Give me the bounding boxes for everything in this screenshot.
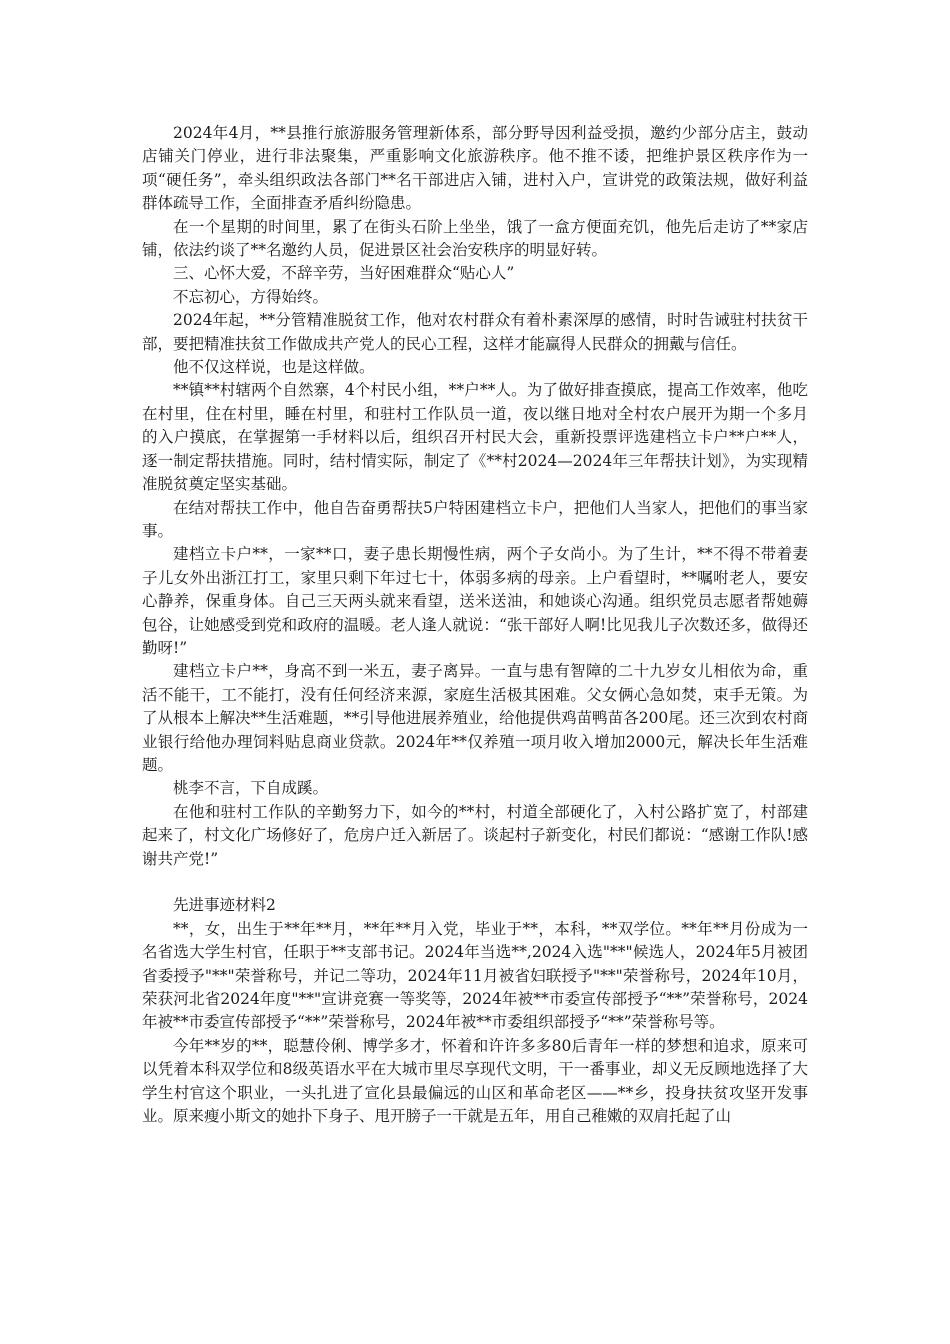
paragraph-profile: **，女，出生于**年**月，**年**月入党，毕业于**，本科，**双学位。**年**月份成为一名省选大学生村官，任职于**支部书记。2024年当选**,2024入选"**"候选人，2024年5月被团省委授予"**"荣誉称号，并记二等功，2024年11月被省妇联授予"**"荣誉称号，2024年10月，荣获河北省2024年度"**"宣讲竞赛一等奖等，2024年被**市委宣传部授予“**”荣誉称号，2024年被**市委宣传部授予“**”荣誉称号，2024年被**市委组织部授予“**”荣誉称号等。 — [142, 919, 808, 1032]
paragraph-tourism-order: 2024年4月，**县推行旅游服务管理新体系，部分野导因利益受损，邀约少部分店主，鼓动店铺关门停业，进行非法聚集，严重影响文化旅游秩序。他不推不诿，把维护景区秩序作为一项“硬任务”，牵头组织政法各部门**名干部进店入铺，进村入户，宣讲党的政策法规，做好利益群体疏导工作，全面排查矛盾纠纷隐患。 — [142, 124, 808, 213]
section-title: 先进事迹材料2 — [173, 896, 276, 915]
section-heading-three: 三、心怀大爱，不辞辛劳，当好困难群众“贴心人” — [173, 264, 515, 283]
paragraph-village-official: 今年**岁的**，聪慧伶俐、博学多才，怀着和许许多多80后青年一样的梦想和追求，原来可以凭着本科双学位和8级英语水平在大城市里尽享现代文明，干一番事业，却义无反顾地选择了大学生村官这个职业，一头扎进了宣化县最偏远的山区和革命老区——**乡，投身扶贫攻坚开发事业。原来瘦小斯文的她扑下身子、甩开膀子一干就是五年，用自己稚嫩的双肩托起了山 — [142, 1036, 808, 1126]
paragraph-household-two: 建档立卡户**，身高不到一米五，妻子离异。一直与患有智障的二十九岁女儿相依为命，重活不能干，工不能打，没有任何经济来源，家庭生活极其困难。父女俩心急如焚，束手无策。为了从根本上解决**生活难题，**引导他进展养殖业，给他提供鸡苗鸭苗各200尾。还三次到农村商业银行给他办理饲料贴息商业贷款。2024年**仅养殖一项月收入增加2000元，解决长年生活难题。 — [142, 662, 808, 774]
paragraph-village-survey: **镇**村辖两个自然寨，4个村民小组，**户**人。为了做好排查摸底，提高工作效率，他吃在村里，住在村里，睡在村里，和驻村工作队员一道，夜以继日地对全村农户展开为期一个多月的入户摸底，在掌握第一手材料以后，组织召开村民大会，重新投票评选建档立卡户**户**人，逐一制定帮扶措施。同时，结村情实际，制定了《**村2024—2024年三年帮扶计划》，为实现精准脱贫奠定坚实基础。 — [142, 381, 808, 494]
document-page — [142, 122, 808, 1128]
paragraph-original-aspiration: 不忘初心，方得始终。 — [173, 287, 329, 306]
blank-line — [142, 871, 808, 894]
paragraph-says-and-does: 他不仅这样说，也是这样做。 — [173, 358, 375, 377]
paragraph-shop-visits: 在一个星期的时间里，累了在街头石阶上坐坐，饿了一盒方便面充饥，他先后走访了**家店铺，依法约谈了**名邀约人员，促进景区社会治安秩序的明显好转。 — [142, 217, 808, 260]
paragraph-village-change: 在他和驻村工作队的辛勤努力下，如今的**村，村道全部硬化了，入村公路扩宽了，村部建起来了，村文化广场修好了，危房户迁入新居了。谈起村子新变化，村民们都说：“感谢工作队!感谢共产党!” — [142, 802, 808, 868]
paragraph-household-one: 建档立卡户**，一家**口，妻子患长期慢性病，两个子女尚小。为了生计，**不得不带着妻子儿女外出浙江打工，家里只剩下年过七十，体弱多病的母亲。上户看望时，**嘱咐老人，要安心静养，保重身体。自己三天两头就来看望，送米送油，和她谈心沟通。组织党员志愿者帮她薅包谷，让她感受到党和政府的温暖。老人逢人就说：“张干部好人啊!比见我儿子次数还多，做得还勤呀!” — [142, 545, 808, 657]
paragraph-poverty-work: 2024年起，**分管精准脱贫工作，他对农村群众有着朴素深厚的感情，时时告诫驻村扶贫干部，要把精准扶贫工作做成共产党人的民心工程，这样才能赢得人民群众的拥戴与信任。 — [142, 311, 808, 353]
paragraph-proverb: 桃李不言，下自成蹊。 — [173, 779, 329, 798]
paragraph-five-households: 在结对帮扶工作中，他自告奋勇帮扶5户特困建档立卡户，把他们人当家人，把他们的事当家事。 — [142, 498, 808, 540]
